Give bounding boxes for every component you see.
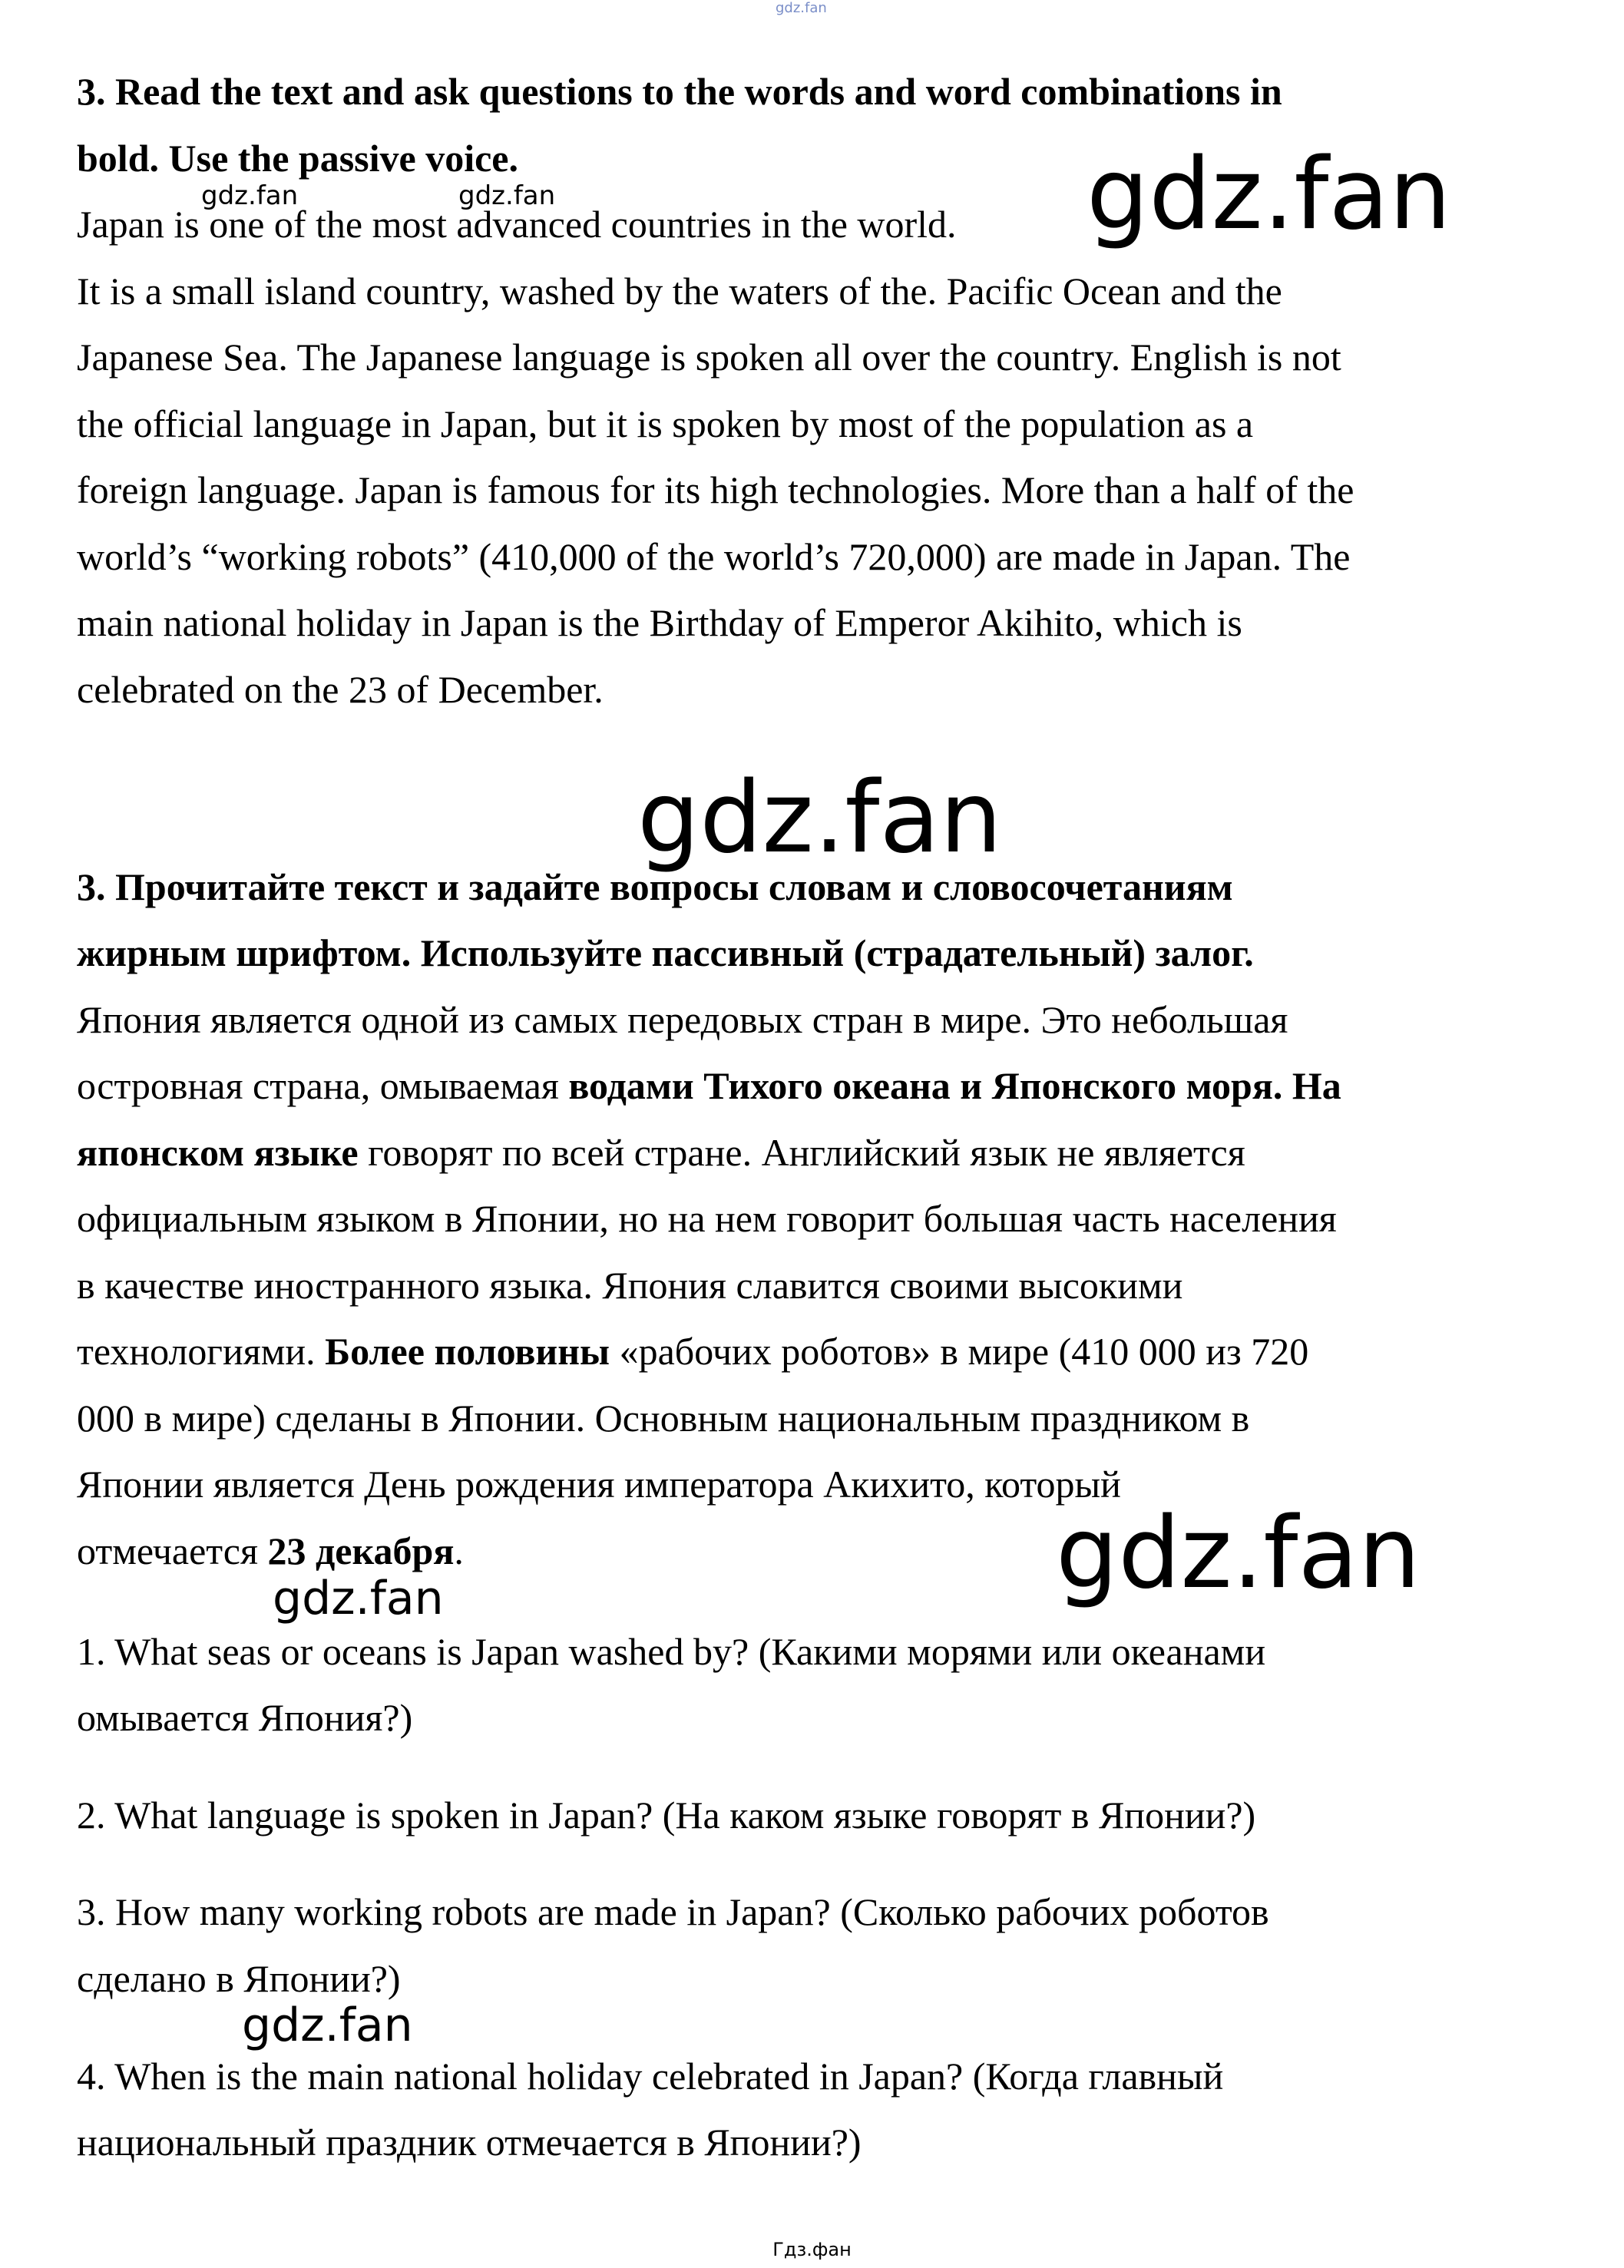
english-text-line-6: world’s “working robots” (410,000 of the world’s 720,000) are made in Japan. The <box>77 535 1351 578</box>
question-4-line-1: 4. When is the main national holiday celebrated in Japan? (Когда главный <box>77 2055 1224 2098</box>
english-text-line-4: the official language in Japan, but it is spoken by most of the population as a <box>77 402 1254 445</box>
question-2-line-1: 2. What language is spoken in Japan? (На каком языке говорят в Японии?) <box>77 1794 1256 1837</box>
russian-line-2-bold: водами Тихого океана и Японского моря. На <box>568 1064 1341 1107</box>
russian-line-6-plain-2: «рабочих роботов» в мире (410 000 из 720 <box>610 1330 1309 1373</box>
russian-line-2-plain: островная страна, омываемая <box>77 1064 569 1107</box>
russian-text-line-4: официальным языком в Японии, но на нем говорит большая часть населения <box>77 1197 1337 1240</box>
english-text-line-8: celebrated on the 23 of December. <box>77 668 604 711</box>
watermark-small-b: gdz.fan <box>458 180 556 211</box>
watermark-small-a: gdz.fan <box>201 180 299 211</box>
watermark-large-top: gdz.fan <box>1087 137 1451 252</box>
watermark-medium-b: gdz.fan <box>242 1999 413 2052</box>
question-4-line-2: национальный праздник отмечается в Японии?) <box>77 2121 862 2164</box>
question-3-line-2: сделано в Японии?) <box>77 1957 401 2000</box>
russian-text-line-2 <box>77 1053 1582 1119</box>
question-1-line-2: омывается Япония?) <box>77 1696 413 1739</box>
russian-text-line-3 <box>77 1119 1582 1186</box>
page-footer: Гдз.фан <box>772 2239 852 2260</box>
russian-text-line-7: 000 в мире) сделаны в Японии. Основным национальным праздником в <box>77 1397 1250 1440</box>
russian-line-6-bold: Более половины <box>325 1330 610 1373</box>
russian-line-9-end: . <box>454 1529 464 1572</box>
russian-line-9-bold: 23 декабря <box>267 1529 455 1572</box>
english-text-line-5: foreign language. Japan is famous for its high technologies. More than a half of the <box>77 468 1354 511</box>
english-text-line-3: Japanese Sea. The Japanese language is spoken all over the country. English is not <box>77 336 1341 379</box>
english-text-line-1: Japan is one of the most advanced countries in the world. <box>77 203 957 246</box>
russian-line-6-plain-1: технологиями. <box>77 1330 326 1373</box>
english-heading-line-1: 3. Read the text and ask questions to the words and word combinations in <box>77 70 1282 113</box>
russian-text-line-8: Японии является День рождения императора Акихито, который <box>77 1463 1121 1506</box>
english-text-line-7: main national holiday in Japan is the Birthday of Emperor Akihito, which is <box>77 601 1242 644</box>
watermark-medium-a: gdz.fan <box>273 1572 444 1625</box>
english-heading-line-2: bold. Use the passive voice. <box>77 137 518 180</box>
russian-line-9-plain: отмечается <box>77 1529 268 1572</box>
watermark-large-middle: gdz.fan <box>637 761 1002 875</box>
russian-line-3-bold: японском языке <box>77 1131 359 1174</box>
question-3-line-1: 3. How many working robots are made in Japan? (Сколько рабочих роботов <box>77 1890 1269 1933</box>
russian-text-line-6 <box>77 1318 1582 1385</box>
question-1-line-1: 1. What seas or oceans is Japan washed by? (Какими морями или океанами <box>77 1630 1266 1673</box>
russian-text-line-1: Япония является одной из самых передовых стран в мире. Это небольшая <box>77 998 1288 1041</box>
watermark-large-lower: gdz.fan <box>1056 1496 1421 1611</box>
english-text-line-2: It is a small island country, washed by the waters of the. Pacific Ocean and the <box>77 269 1282 312</box>
russian-line-3-plain: говорят по всей стране. Английский язык не является <box>358 1131 1245 1174</box>
russian-heading-line-1: 3. Прочитайте текст и задайте вопросы словам и словосочетаниям <box>77 865 1233 908</box>
russian-text-line-5: в качестве иностранного языка. Япония славится своими высокими <box>77 1264 1183 1307</box>
russian-heading-line-2: жирным шрифтом. Используйте пассивный (страдательный) залог. <box>77 931 1254 974</box>
watermark-top-tiny: gdz.fan <box>776 0 827 16</box>
